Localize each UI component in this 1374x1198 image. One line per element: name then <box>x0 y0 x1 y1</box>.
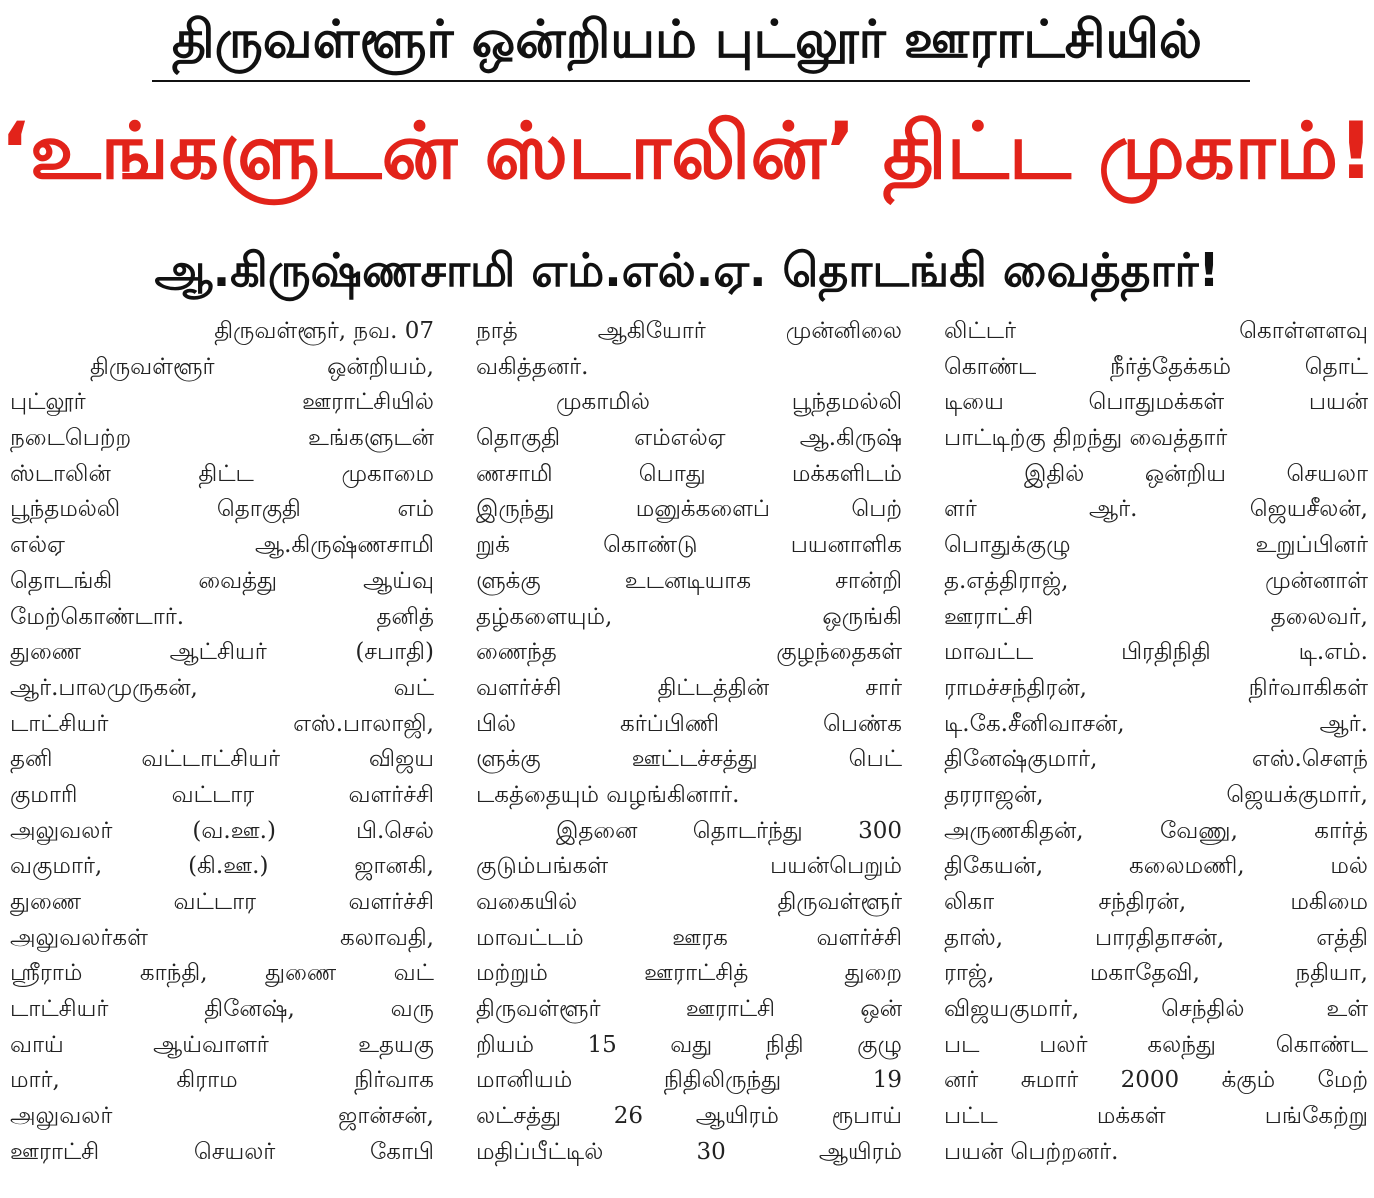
text-line: முகாமில் பூந்தமல்லி <box>556 389 902 416</box>
text-line: பில் கர்ப்பிணி பெண்க <box>476 710 902 737</box>
text-line: துணை ஆட்சியர் (சபாதி) <box>10 639 434 666</box>
text-line: டாட்சியர் எஸ்.பாலாஜி, <box>10 710 434 737</box>
text-line: தரராஜன், ஜெயக்குமார், <box>944 781 1368 808</box>
text-line: மாவட்ட பிரதிநிதி டி.எம். <box>944 639 1368 666</box>
text-line: லட்சத்து 26 ஆயிரம் ரூபாய் <box>476 1103 902 1130</box>
text-line: தாஸ், பாரதிதாசன், எத்தி <box>944 924 1368 951</box>
text-line: பாட்டிற்கு திறந்து வைத்தார் <box>944 425 1228 452</box>
text-line: தொடங்கி வைத்து ஆய்வு <box>10 567 434 594</box>
text-line: ஊராட்சி தலைவர், <box>944 603 1368 630</box>
headline-top: திருவள்ளூர் ஒன்றியம் புட்லூர் ஊராட்சியில் <box>171 10 1203 70</box>
text-line: பட பலர் கலந்து கொண்ட <box>944 1031 1368 1058</box>
text-line: னர் சுமார் 2000 க்கும் மேற் <box>944 1067 1368 1094</box>
text-line: குமாரி வட்டார வளர்ச்சி <box>10 781 434 808</box>
text-line: டாட்சியர் தினேஷ், வரு <box>10 996 434 1023</box>
text-line: தனி வட்டாட்சியர் விஜய <box>10 746 434 773</box>
text-line: கொண்ட நீர்த்தேக்கம் தொட் <box>944 353 1368 380</box>
text-line: ஊராட்சி செயலர் கோபி <box>10 1138 434 1165</box>
text-line: மதிப்பீட்டில் 30 ஆயிரம் <box>476 1138 902 1165</box>
text-line: அலுவலர் (வ.ஊ.) பி.செல் <box>10 817 434 844</box>
text-line: அலுவலர்கள் கலாவதி, <box>10 924 434 951</box>
text-line: தழ்களையும், ஒருங்கி <box>476 603 902 630</box>
article-column-1 <box>10 314 434 1184</box>
text-line: ளுக்கு உடனடியாக சான்றி <box>476 567 902 594</box>
text-line: வகுமார், (கி.ஊ.) ஜானகி, <box>10 853 434 880</box>
text-line: ஆர்.பாலமுருகன், வட் <box>10 674 434 701</box>
text-line: பூந்தமல்லி தொகுதி எம் <box>10 496 434 523</box>
article-column-3 <box>944 314 1368 1184</box>
text-line: தினேஷ்குமார், எஸ்.சௌந் <box>944 746 1368 773</box>
text-line: ணைந்த குழந்தைகள் <box>476 639 902 666</box>
text-line: திகேயன், கலைமணி, மல் <box>944 853 1368 880</box>
text-line: டி.கே.சீனிவாசன், ஆர். <box>944 710 1368 737</box>
text-line: பயன் பெற்றனர். <box>944 1138 1119 1165</box>
text-line: வகித்தனர். <box>476 353 589 380</box>
text-line: மேற்கொண்டார். தனித் <box>10 603 434 630</box>
text-line: டகத்தையும் வழங்கினார். <box>476 781 740 808</box>
text-line: திருவள்ளூர் ஒன்றியம், <box>90 353 434 380</box>
text-line: புட்லூர் ஊராட்சியில் <box>10 389 434 416</box>
text-line: அருணகிதன், வேணு, கார்த் <box>944 817 1368 844</box>
text-line: ஸ்டாலின் திட்ட முகாமை <box>10 460 434 487</box>
text-line: ளர் ஆர். ஜெயசீலன், <box>944 496 1368 523</box>
text-line: லிட்டர் கொள்ளளவு <box>944 318 1368 344</box>
text-line: றுக் கொண்டு பயனாளிக <box>476 532 902 559</box>
headline-rule <box>152 80 1250 82</box>
text-line: இருந்து மனுக்களைப் பெற் <box>476 496 902 523</box>
text-line: பட்ட மக்கள் பங்கேற்று <box>944 1103 1368 1130</box>
text-line: ளுக்கு ஊட்டச்சத்து பெட் <box>476 746 902 773</box>
text-line: திருவள்ளூர் ஊராட்சி ஒன் <box>476 996 902 1023</box>
text-line: இதில் ஒன்றிய செயலா <box>1024 460 1368 487</box>
text-line: மானியம் நிதிலிருந்து 19 <box>476 1067 902 1094</box>
text-line: தொகுதி எம்எல்ஏ ஆ.கிருஷ் <box>476 425 902 452</box>
text-line: மாவட்டம் ஊரக வளர்ச்சி <box>476 924 902 951</box>
text-line: விஜயகுமார், செந்தில் உள் <box>944 996 1368 1023</box>
headline-sub: ஆ.கிருஷ்ணசாமி எம்.எல்.ஏ. தொடங்கி வைத்தார்! <box>154 243 1220 297</box>
text-line: நாத் ஆகியோர் முன்னிலை <box>476 318 902 344</box>
text-line: வளர்ச்சி திட்டத்தின் சார் <box>476 674 902 701</box>
text-line: ணசாமி பொது மக்களிடம் <box>476 460 902 487</box>
headline-main: ‘உங்களுடன் ஸ்டாலின்’ திட்ட முகாம்! <box>0 107 1374 197</box>
text-line: இதனை தொடர்ந்து 300 <box>556 817 902 844</box>
text-line: ராமச்சந்திரன், நிர்வாகிகள் <box>944 674 1368 701</box>
text-line: அலுவலர் ஜான்சன், <box>10 1103 434 1130</box>
text-line: பொதுக்குழு உறுப்பினர் <box>944 532 1368 559</box>
text-line: வகையில் திருவள்ளூர் <box>476 889 902 915</box>
text-line: ராஜ், மகாதேவி, நதியா, <box>944 960 1368 987</box>
text-line: டியை பொதுமக்கள் பயன் <box>944 389 1368 416</box>
text-line: குடும்பங்கள் பயன்பெறும் <box>476 853 902 880</box>
text-line: வாய் ஆய்வாளர் உதயகு <box>10 1031 434 1058</box>
text-line: துணை வட்டார வளர்ச்சி <box>10 889 434 915</box>
dateline: திருவள்ளூர், நவ. 07 <box>214 318 434 344</box>
text-line: நடைபெற்ற உங்களுடன் <box>10 425 434 452</box>
text-line: றியம் 15 வது நிதி குழு <box>476 1031 902 1058</box>
text-line: மார், கிராம நிர்வாக <box>10 1067 434 1094</box>
text-line: லிகா சந்திரன், மகிமை <box>944 889 1368 915</box>
article-column-2 <box>476 314 902 1184</box>
text-line: எல்ஏ ஆ.கிருஷ்ணசாமி <box>10 532 434 559</box>
text-line: மற்றும் ஊராட்சித் துறை <box>476 960 902 987</box>
text-line: ஸ்ரீராம் காந்தி, துணை வட் <box>10 960 434 987</box>
text-line: த.எத்திராஜ், முன்னாள் <box>944 567 1368 594</box>
